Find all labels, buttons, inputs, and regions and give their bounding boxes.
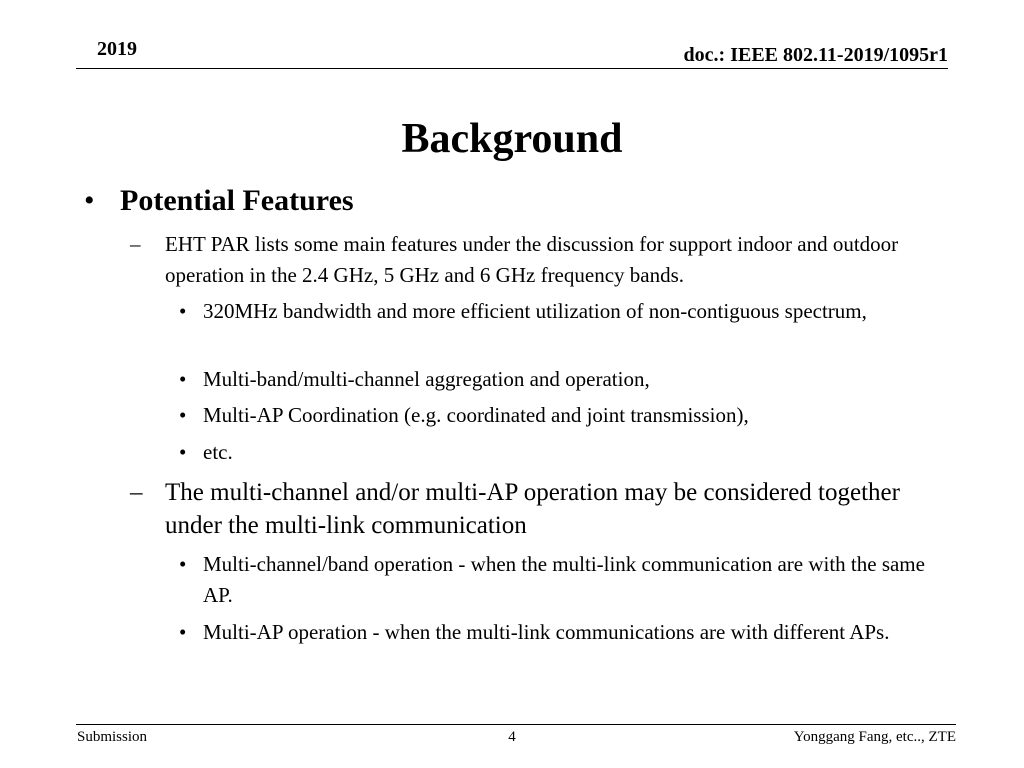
bullet-icon: • xyxy=(179,552,187,576)
bullet-icon: • xyxy=(84,184,95,217)
sub-list-item: Multi-AP Coordination (e.g. coordinated and joint transmission), xyxy=(203,403,749,427)
bullet-icon: • xyxy=(179,440,187,464)
list-item: EHT PAR lists some main features under the discussion for support indoor and outdoor operation in the 2.4 GHz, 5 GHz and 6 GHz frequency bands. xyxy=(165,232,899,287)
footer-submission: Submission xyxy=(77,729,148,745)
header-doc-id: doc.: IEEE 802.11-2019/1095r1 xyxy=(683,44,948,66)
footer-rule xyxy=(76,724,956,725)
bullet-icon: • xyxy=(179,367,187,391)
sub-list-item: 320MHz bandwidth and more efficient utilization of non-contiguous spectrum, xyxy=(203,299,867,323)
page-number: 4 xyxy=(508,729,516,745)
sub-list-item: Multi-AP operation - when the multi-link communications are with different APs. xyxy=(203,620,890,644)
dash-icon: – xyxy=(130,479,143,506)
bullet-icon: • xyxy=(179,299,187,323)
slide-title: Background xyxy=(401,116,623,162)
sub-list-item: etc. xyxy=(203,440,233,464)
list-item: The multi-channel and/or multi-AP operation may be considered together under the multi-link communication xyxy=(165,479,900,539)
bullet-icon: • xyxy=(179,620,187,644)
sub-list-item: Multi-channel/band operation - when the multi-link communication are with the same AP. xyxy=(203,552,925,607)
bullet-icon: • xyxy=(179,403,187,427)
section-heading: Potential Features xyxy=(120,184,354,217)
sub-list-item: Multi-band/multi-channel aggregation and operation, xyxy=(203,367,650,391)
dash-icon: – xyxy=(130,232,141,256)
footer-author: Yonggang Fang, etc.., ZTE xyxy=(793,729,956,745)
header-year: 2019 xyxy=(97,38,137,60)
